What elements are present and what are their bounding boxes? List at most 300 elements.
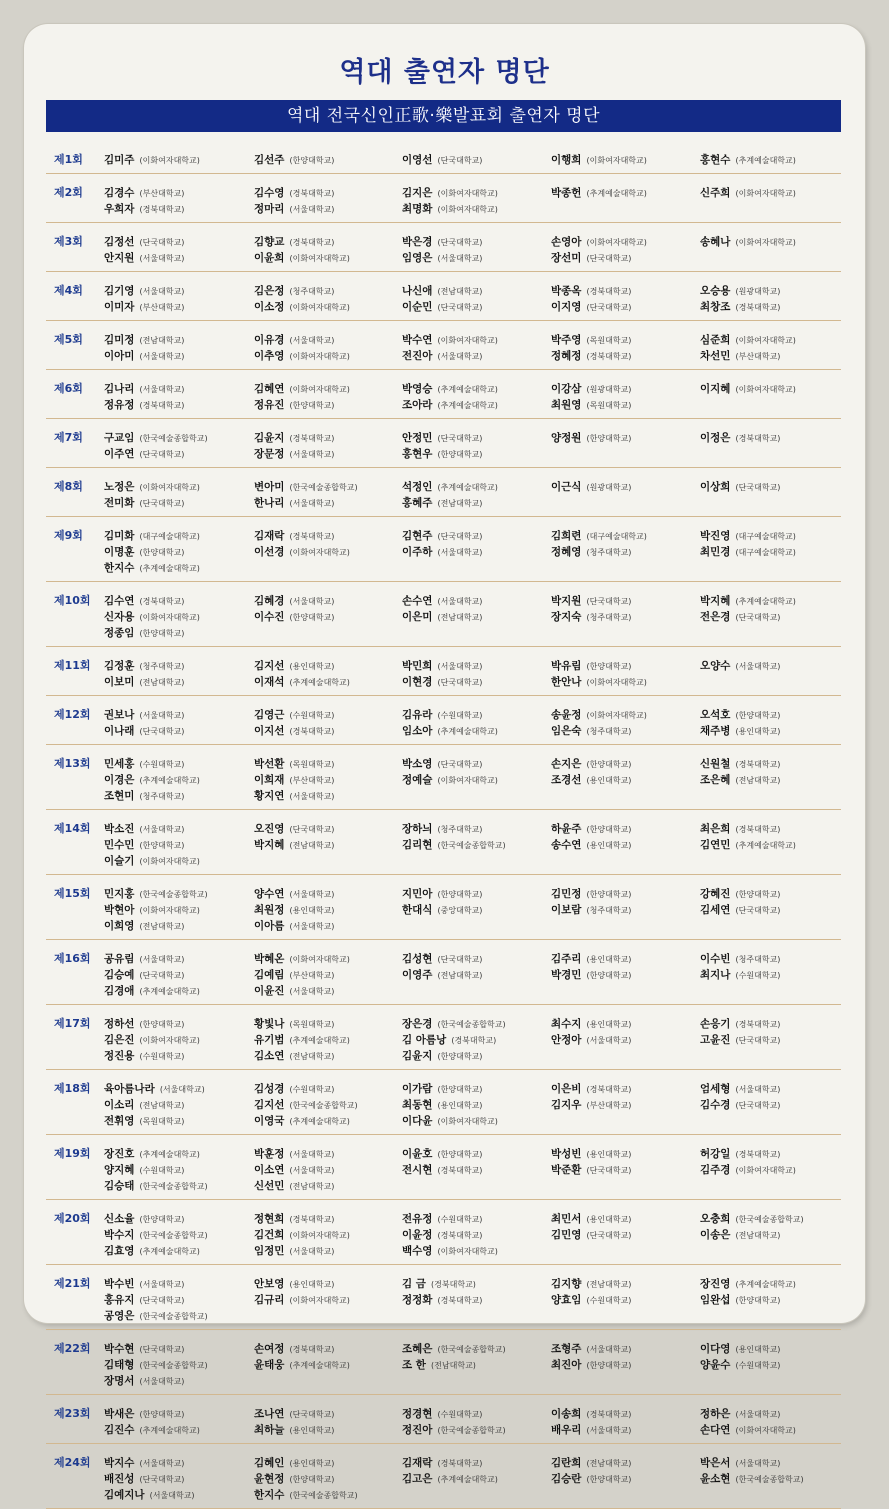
performer-column — [104, 884, 208, 932]
performer-school: (용인대학교) — [586, 1150, 632, 1159]
performer-name: 조혜은 — [402, 1343, 433, 1355]
performer-name: 김주리 — [551, 953, 582, 965]
performer-school: (서울대학교) — [289, 450, 335, 459]
performer-entry — [254, 1209, 350, 1225]
performer-school: (한국예술종합학교) — [437, 1020, 506, 1029]
performer-school: (단국대학교) — [437, 955, 483, 964]
performer-entry — [104, 444, 208, 460]
performer-name: 하윤주 — [551, 823, 582, 835]
performer-school: (서울대학교) — [289, 922, 335, 931]
performer-entry — [402, 493, 498, 509]
performer-entry — [104, 770, 200, 786]
performer-school: (이화여자대학교) — [139, 483, 200, 492]
performer-column — [551, 1079, 631, 1111]
performer-school: (수원대학교) — [139, 1052, 185, 1061]
performer-school: (이화여자대학교) — [735, 238, 796, 247]
performer-column — [254, 281, 350, 313]
performer-school: (한양대학교) — [586, 1361, 632, 1370]
performer-name: 최민경 — [700, 546, 731, 558]
performer-school: (이화여자대학교) — [289, 1296, 350, 1305]
round-label: 제18회 — [54, 1082, 91, 1095]
performer-name: 정현희 — [254, 1213, 285, 1225]
performer-entry — [104, 199, 184, 215]
performer-school: (용인대학교) — [586, 1215, 632, 1224]
performer-school: (경북대학교) — [437, 1296, 483, 1305]
performer-entry — [700, 819, 796, 835]
performer-school: (서울대학교) — [437, 597, 483, 606]
performer-entry — [254, 754, 334, 770]
round-row — [46, 517, 841, 582]
round-row — [46, 419, 841, 468]
performer-entry — [551, 591, 631, 607]
round-row — [46, 370, 841, 419]
round-label: 제20회 — [54, 1212, 91, 1225]
performer-name: 박성빈 — [551, 1148, 582, 1160]
performer-name: 김태형 — [104, 1359, 135, 1371]
performer-school: (단국대학교) — [139, 238, 185, 247]
performer-name: 장선미 — [551, 252, 582, 264]
performer-entry — [254, 672, 350, 688]
performer-name: 김정훈 — [104, 660, 135, 672]
performer-name: 김고은 — [402, 1473, 433, 1485]
performer-school: (서울대학교) — [437, 548, 483, 557]
round-row — [46, 1395, 841, 1444]
performer-school: (한국예술종합학교) — [289, 483, 358, 492]
performer-entry — [700, 1030, 780, 1046]
performer-school: (단국대학교) — [289, 825, 335, 834]
performer-name: 박수현 — [104, 1343, 135, 1355]
performer-entry — [104, 1209, 208, 1225]
round-label: 제24회 — [54, 1456, 91, 1469]
performer-school: (서울대학교) — [289, 499, 335, 508]
performer-entry — [104, 591, 200, 607]
performer-name: 양지혜 — [104, 1164, 135, 1176]
performer-name: 박수빈 — [104, 1278, 135, 1290]
performer-school: (서울대학교) — [586, 1345, 632, 1354]
performer-name: 전미화 — [104, 497, 135, 509]
performer-school: (수원대학교) — [586, 1296, 632, 1305]
performer-school: (청주대학교) — [586, 906, 632, 915]
performer-name: 김수영 — [254, 187, 285, 199]
performer-column — [254, 591, 334, 623]
performer-column — [254, 330, 350, 362]
performer-school: (단국대학교) — [586, 303, 632, 312]
performer-name: 김지선 — [254, 1099, 285, 1111]
performer-column — [254, 656, 350, 688]
performer-entry — [254, 607, 334, 623]
performer-entry — [104, 346, 184, 362]
performer-entry — [700, 656, 780, 672]
round-label: 제17회 — [54, 1017, 91, 1030]
performer-entry — [104, 542, 200, 558]
performer-entry — [402, 591, 482, 607]
performer-column — [104, 1079, 205, 1127]
performer-name: 이희재 — [254, 774, 285, 786]
performer-school: (추계예술대학교) — [735, 1280, 796, 1289]
performer-entry — [104, 900, 208, 916]
performer-school: (서울대학교) — [139, 352, 185, 361]
performer-entry — [402, 900, 482, 916]
performer-school: (단국대학교) — [139, 499, 185, 508]
performer-name: 김은진 — [104, 1034, 135, 1046]
performer-column — [402, 1404, 506, 1436]
performer-school: (서울대학교) — [289, 205, 335, 214]
performer-name: 박지혜 — [254, 839, 285, 851]
performer-column — [551, 705, 647, 737]
performer-school: (추계예술대학교) — [139, 1247, 200, 1256]
performer-name: 박선환 — [254, 758, 285, 770]
performer-name: 이재석 — [254, 676, 285, 688]
performer-column — [551, 1014, 631, 1046]
performer-school: (서울대학교) — [289, 1150, 335, 1159]
performer-name: 안보영 — [254, 1278, 285, 1290]
performer-name: 육아름나라 — [104, 1083, 155, 1095]
performer-school: (전남대학교) — [735, 1231, 781, 1240]
performer-school: (단국대학교) — [139, 1475, 185, 1484]
performer-column — [254, 526, 350, 558]
performer-name: 오양수 — [700, 660, 731, 672]
performer-name: 박소영 — [402, 758, 433, 770]
round-label: 제10회 — [54, 594, 91, 607]
performer-name: 김정선 — [104, 236, 135, 248]
performer-name: 박유림 — [551, 660, 582, 672]
performer-name: 김윤지 — [402, 1050, 433, 1062]
performer-school: (단국대학교) — [586, 254, 632, 263]
performer-name: 장지숙 — [551, 611, 582, 623]
performer-school: (한양대학교) — [437, 1150, 483, 1159]
performer-column — [551, 150, 647, 166]
performer-column — [700, 819, 796, 851]
round-label: 제1회 — [54, 153, 83, 166]
performer-school: (경북대학교) — [431, 1280, 476, 1289]
performer-name: 김리현 — [402, 839, 433, 851]
performer-entry — [402, 1453, 498, 1469]
performer-school: (경북대학교) — [289, 727, 335, 736]
performer-entry — [551, 281, 631, 297]
performer-entry — [700, 965, 780, 981]
performer-name: 임정민 — [254, 1245, 285, 1257]
roster-list — [46, 141, 841, 1509]
performer-school: (추계예술대학교) — [437, 385, 498, 394]
performer-school: (서울대학교) — [139, 385, 185, 394]
performer-entry — [551, 477, 631, 493]
performer-entry — [402, 1274, 482, 1290]
performer-name: 최지나 — [700, 969, 731, 981]
performer-school: (추계예술대학교) — [289, 1361, 350, 1370]
performer-entry — [551, 672, 647, 688]
performer-name: 김건희 — [254, 1229, 285, 1241]
performer-name: 송윤정 — [551, 709, 582, 721]
performer-name: 이송은 — [700, 1229, 731, 1241]
performer-entry — [700, 1453, 804, 1469]
performer-column — [700, 477, 780, 493]
performer-school: (추계예술대학교) — [139, 776, 200, 785]
performer-entry — [104, 1420, 200, 1436]
performer-entry — [551, 428, 631, 444]
performer-school: (청주대학교) — [289, 287, 335, 296]
performer-name: 김영근 — [254, 709, 285, 721]
performer-name: 공영은 — [104, 1310, 135, 1322]
performer-entry — [700, 1079, 780, 1095]
performer-entry — [402, 1420, 506, 1436]
performer-school: (한국예술종합학교) — [139, 1312, 208, 1321]
performer-name: 이소정 — [254, 301, 285, 313]
performer-entry — [104, 1225, 208, 1241]
performer-entry — [104, 1030, 200, 1046]
performer-name: 김지우 — [551, 1099, 582, 1111]
performer-school: (청주대학교) — [437, 825, 483, 834]
performer-school: (부산대학교) — [289, 776, 335, 785]
performer-column — [700, 150, 796, 166]
performer-name: 차선민 — [700, 350, 731, 362]
performer-school: (서울대학교) — [289, 890, 335, 899]
performer-column — [551, 884, 631, 916]
performer-column — [551, 232, 647, 264]
performer-school: (추계예술대학교) — [586, 189, 647, 198]
performer-entry — [700, 1469, 804, 1485]
performer-entry — [254, 1046, 350, 1062]
round-row — [46, 940, 841, 1005]
performer-name: 조현미 — [104, 790, 135, 802]
round-label: 제2회 — [54, 186, 83, 199]
performer-name: 양정원 — [551, 432, 582, 444]
performer-school: (이화여자대학교) — [289, 352, 350, 361]
performer-entry — [104, 183, 184, 199]
performer-name: 박영승 — [402, 383, 433, 395]
performer-entry — [104, 1306, 208, 1322]
performer-entry — [254, 1241, 350, 1257]
performer-entry — [254, 591, 334, 607]
performer-entry — [402, 248, 482, 264]
performer-name: 민세홍 — [104, 758, 135, 770]
performer-column — [104, 656, 184, 688]
performer-entry — [402, 1209, 498, 1225]
performer-name: 이선경 — [254, 546, 285, 558]
performer-entry — [700, 330, 796, 346]
performer-name: 김성현 — [402, 953, 433, 965]
performer-name: 임은숙 — [551, 725, 582, 737]
performer-entry — [254, 1453, 358, 1469]
performer-column — [402, 1209, 498, 1257]
performer-school: (단국대학교) — [586, 1231, 632, 1240]
performer-school: (이화여자대학교) — [735, 1426, 796, 1435]
performer-entry — [551, 1095, 631, 1111]
performer-entry — [700, 1404, 796, 1420]
performer-entry — [551, 1030, 631, 1046]
performer-school: (한양대학교) — [139, 548, 185, 557]
round-row — [46, 1135, 841, 1200]
round-label: 제13회 — [54, 757, 91, 770]
performer-school: (추계예술대학교) — [735, 841, 796, 850]
performer-entry — [104, 558, 200, 574]
performer-entry — [104, 281, 184, 297]
performer-entry — [254, 949, 350, 965]
performer-entry — [254, 1014, 350, 1030]
performer-name: 전은경 — [700, 611, 731, 623]
performer-name: 권보나 — [104, 709, 135, 721]
performer-name: 김규리 — [254, 1294, 285, 1306]
performer-entry — [551, 1469, 631, 1485]
performer-entry — [402, 526, 482, 542]
performer-entry — [700, 1225, 804, 1241]
performer-name: 심준희 — [700, 334, 731, 346]
performer-school: (한양대학교) — [437, 1052, 483, 1061]
performer-column — [551, 183, 647, 199]
performer-entry — [104, 232, 184, 248]
performer-entry — [402, 542, 482, 558]
performer-entry — [551, 835, 631, 851]
performer-entry — [402, 965, 482, 981]
performer-entry — [254, 477, 358, 493]
performer-name: 최민서 — [551, 1213, 582, 1225]
performer-entry — [104, 1144, 208, 1160]
performer-school: (이화여자대학교) — [289, 1231, 350, 1240]
performer-name: 장은경 — [402, 1018, 433, 1030]
performer-school: (용인대학교) — [735, 727, 781, 736]
performer-school: (한양대학교) — [735, 890, 781, 899]
performer-entry — [402, 1241, 498, 1257]
performer-school: (부산대학교) — [139, 303, 185, 312]
performer-entry — [104, 656, 184, 672]
performer-name: 박은서 — [700, 1457, 731, 1469]
performer-school: (전남대학교) — [735, 776, 781, 785]
performer-entry — [254, 444, 334, 460]
performer-name: 정혜정 — [551, 350, 582, 362]
round-row — [46, 1200, 841, 1265]
performer-school: (한양대학교) — [437, 1085, 483, 1094]
performer-entry — [402, 232, 482, 248]
performer-entry — [551, 819, 631, 835]
performer-school: (한양대학교) — [586, 1475, 632, 1484]
performer-name: 김예지나 — [104, 1489, 145, 1501]
performer-name: 최은희 — [700, 823, 731, 835]
round-label: 제14회 — [54, 822, 91, 835]
performer-school: (한국예술종합학교) — [735, 1475, 804, 1484]
performer-name: 윤소현 — [700, 1473, 731, 1485]
performer-entry — [254, 1079, 358, 1095]
performer-name: 손지은 — [551, 758, 582, 770]
performer-entry — [551, 526, 647, 542]
performer-entry — [551, 965, 631, 981]
performer-school: (원광대학교) — [586, 483, 632, 492]
performer-name: 배진성 — [104, 1473, 135, 1485]
performer-school: (이화여자대학교) — [139, 613, 200, 622]
performer-name: 김향교 — [254, 236, 285, 248]
performer-entry — [402, 330, 498, 346]
performer-name: 이경은 — [104, 774, 135, 786]
performer-name: 오충희 — [700, 1213, 731, 1225]
performer-column — [700, 1339, 780, 1371]
performer-entry — [402, 705, 498, 721]
performer-entry — [104, 1160, 208, 1176]
performer-school: (한국예술종합학교) — [139, 434, 208, 443]
performer-column — [402, 281, 482, 313]
performer-name: 한지수 — [104, 562, 135, 574]
performer-column — [551, 477, 631, 493]
performer-column — [700, 1453, 804, 1485]
performer-entry — [104, 623, 200, 639]
performer-column — [104, 330, 184, 362]
performer-school: (경북대학교) — [437, 1231, 483, 1240]
performer-column — [254, 1404, 334, 1436]
performer-school: (한양대학교) — [586, 890, 632, 899]
performer-school: (단국대학교) — [437, 238, 483, 247]
performer-entry — [551, 379, 631, 395]
round-label: 제3회 — [54, 235, 83, 248]
performer-name: 정마리 — [254, 203, 285, 215]
performer-name: 김민영 — [551, 1229, 582, 1241]
performer-entry — [700, 1209, 804, 1225]
performer-column — [402, 232, 482, 264]
performer-school: (대구예술대학교) — [139, 532, 200, 541]
performer-name: 박지혜 — [700, 595, 731, 607]
performer-name: 김민정 — [551, 888, 582, 900]
performer-school: (추계예술대학교) — [437, 727, 498, 736]
performer-entry — [254, 1144, 334, 1160]
performer-column — [104, 1453, 195, 1501]
performer-school: (서울대학교) — [735, 1410, 781, 1419]
performer-name: 이주연 — [104, 448, 135, 460]
performer-name: 전진아 — [402, 350, 433, 362]
performer-name: 김 아름낭 — [402, 1034, 447, 1046]
performer-entry — [104, 1371, 208, 1387]
performer-column — [402, 754, 498, 786]
performer-school: (경북대학교) — [289, 238, 335, 247]
performer-entry — [104, 1014, 200, 1030]
round-label: 제21회 — [54, 1277, 91, 1290]
performer-entry — [254, 1339, 350, 1355]
performer-entry — [551, 1355, 631, 1371]
performer-school: (용인대학교) — [289, 1459, 335, 1468]
performer-school: (한국예술종합학교) — [437, 841, 506, 850]
performer-entry — [551, 346, 631, 362]
performer-name: 박경민 — [551, 969, 582, 981]
performer-school: (서울대학교) — [139, 1377, 185, 1386]
performer-entry — [104, 1453, 195, 1469]
performer-school: (전남대학교) — [431, 1361, 476, 1370]
performer-school: (서울대학교) — [139, 955, 185, 964]
performer-school: (수원대학교) — [735, 971, 781, 980]
round-row — [46, 223, 841, 272]
performer-column — [104, 705, 184, 737]
performer-column — [104, 232, 184, 264]
performer-name: 김세연 — [700, 904, 731, 916]
performer-school: (한국예술종합학교) — [437, 1426, 506, 1435]
performer-school: (단국대학교) — [735, 906, 781, 915]
performer-name: 이수진 — [254, 611, 285, 623]
round-label: 제15회 — [54, 887, 91, 900]
performer-column — [104, 754, 200, 802]
performer-name: 김기영 — [104, 285, 135, 297]
performer-name: 정하선 — [104, 1018, 135, 1030]
performer-name: 김나리 — [104, 383, 135, 395]
performer-school: (목원대학교) — [289, 1020, 335, 1029]
round-row — [46, 174, 841, 223]
performer-name: 박종옥 — [551, 285, 582, 297]
performer-name: 김미정 — [104, 334, 135, 346]
performer-entry — [254, 1485, 358, 1501]
performer-entry — [104, 754, 200, 770]
performer-entry — [254, 786, 334, 802]
performer-entry — [700, 1339, 780, 1355]
performer-entry — [402, 1339, 506, 1355]
performer-school: (부산대학교) — [139, 189, 185, 198]
performer-school: (이화여자대학교) — [139, 1036, 200, 1045]
performer-school: (추계예술대학교) — [139, 987, 200, 996]
performer-entry — [104, 1274, 208, 1290]
performer-name: 이윤희 — [254, 252, 285, 264]
performer-name: 전휘영 — [104, 1115, 135, 1127]
